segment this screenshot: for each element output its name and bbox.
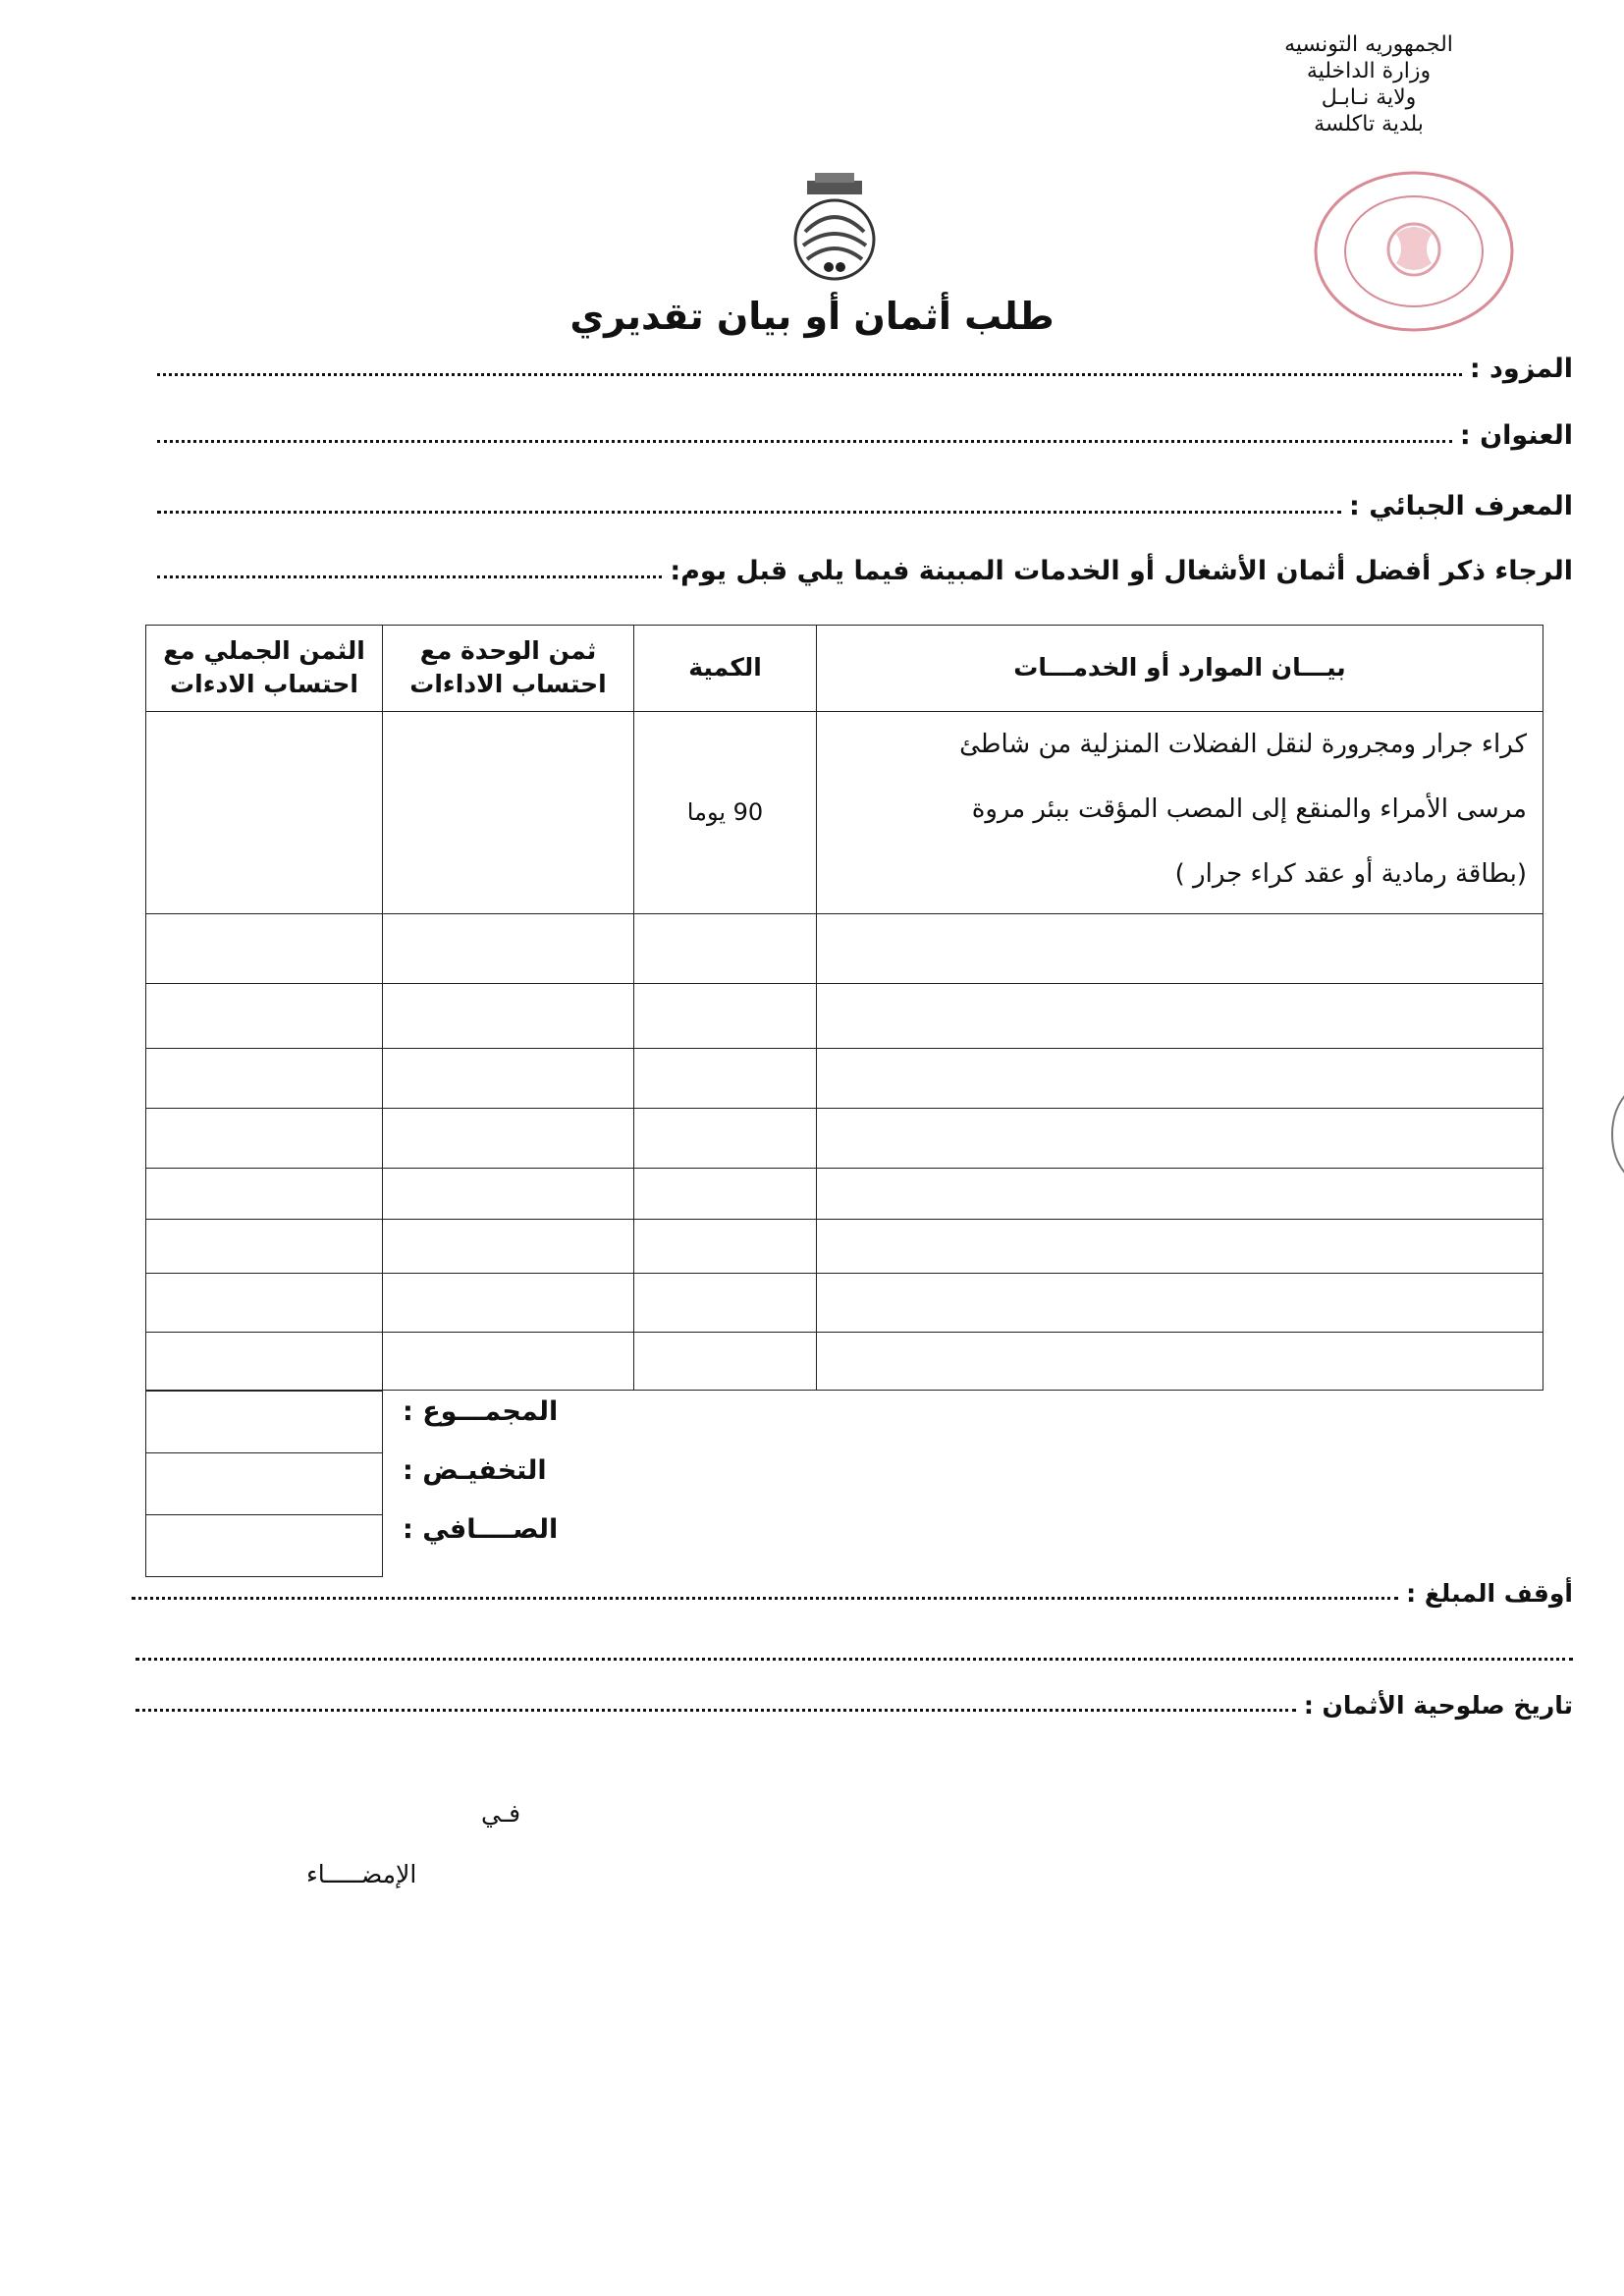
- cell[interactable]: [634, 914, 817, 984]
- signature-label: الإمضـــــاء: [306, 1860, 417, 1888]
- request-deadline-label: الرجاء ذكر أفضل أثمان الأشغال أو الخدمات المبينة فيما يلي قبل يوم:: [670, 556, 1573, 586]
- table-row[interactable]: [146, 1220, 1543, 1274]
- validity-label: تاريخ صلوحية الأثمان :: [1303, 1691, 1573, 1720]
- side-stamp-icon: [1606, 1080, 1624, 1188]
- administration-header: [1241, 31, 1496, 137]
- cell[interactable]: [146, 1049, 383, 1109]
- cell[interactable]: [146, 1220, 383, 1274]
- row1-desc-line2: مرسى الأمراء والمنقع إلى المصب المؤقت ببئر مروة: [971, 793, 1527, 824]
- header-total-price-line2: احتساب الادءات: [170, 670, 358, 699]
- row1-quantity: 90 يوما: [634, 711, 817, 913]
- cell[interactable]: [817, 1273, 1543, 1333]
- amount-label: أوقف المبلغ :: [1406, 1579, 1573, 1608]
- place-date-label: فـي: [481, 1799, 521, 1828]
- cell[interactable]: [817, 1333, 1543, 1391]
- header-total-price: [146, 626, 383, 712]
- row1-desc-line3: (بطاقة رمادية أو عقد كراء جرار ): [1174, 858, 1527, 889]
- table-row[interactable]: [146, 1273, 1543, 1333]
- cell[interactable]: [634, 983, 817, 1049]
- row1-desc-line1: كراء جرار ومجرورة لنقل الفضلات المنزلية من شاطئ: [959, 729, 1527, 759]
- request-deadline-dotted-line: [157, 574, 662, 578]
- cell[interactable]: [634, 1333, 817, 1391]
- net-label: الصــــافي :: [403, 1514, 559, 1545]
- cell[interactable]: [383, 1049, 634, 1109]
- cell[interactable]: [817, 1109, 1543, 1169]
- header-municipality: بلدية تاكلسة: [1314, 112, 1424, 137]
- cell[interactable]: [634, 1049, 817, 1109]
- validity-dotted-line: [135, 1708, 1296, 1712]
- cell[interactable]: [146, 1168, 383, 1220]
- address-label: العنوان :: [1459, 420, 1573, 451]
- header-quantity: الكمية: [634, 626, 817, 712]
- tax-id-field[interactable]: [157, 491, 1573, 521]
- form-title: طلب أثمان أو بيان تقديري: [569, 295, 1055, 338]
- totals-table: [145, 1391, 383, 1577]
- row1-description: [817, 711, 1543, 913]
- table-row[interactable]: [146, 1168, 1543, 1220]
- items-table: [145, 625, 1543, 1391]
- net-value-box[interactable]: [146, 1515, 383, 1577]
- cell[interactable]: [383, 1273, 634, 1333]
- discount-label: التخفيـض :: [403, 1455, 547, 1486]
- header-unit-price: [383, 626, 634, 712]
- amount-continuation-line[interactable]: [135, 1658, 1573, 1661]
- discount-value-box[interactable]: [146, 1453, 383, 1515]
- table-row[interactable]: [146, 983, 1543, 1049]
- header-governorate: ولاية نـابـل: [1321, 85, 1417, 110]
- supplier-dotted-line: [157, 372, 1462, 376]
- amount-field[interactable]: [132, 1579, 1573, 1608]
- supplier-label: المزود :: [1469, 354, 1573, 384]
- cell[interactable]: [383, 1220, 634, 1274]
- address-field[interactable]: [157, 420, 1573, 451]
- table-header-row: [146, 626, 1543, 712]
- cell[interactable]: [383, 1109, 634, 1169]
- row1-total-price[interactable]: [146, 711, 383, 913]
- table-row[interactable]: [146, 914, 1543, 984]
- cell[interactable]: [817, 1049, 1543, 1109]
- table-row[interactable]: [146, 1333, 1543, 1391]
- sum-label: المجمـــوع :: [403, 1396, 559, 1427]
- tax-id-dotted-line: [157, 510, 1341, 514]
- cell[interactable]: [146, 914, 383, 984]
- cell[interactable]: [817, 914, 1543, 984]
- sum-value-box[interactable]: [146, 1392, 383, 1453]
- cell[interactable]: [817, 1168, 1543, 1220]
- table-row: [146, 711, 1543, 913]
- cell[interactable]: [383, 914, 634, 984]
- cell[interactable]: [146, 1333, 383, 1391]
- validity-field[interactable]: [135, 1691, 1573, 1720]
- municipality-emblem-icon: [785, 173, 884, 281]
- supplier-field[interactable]: [157, 354, 1573, 384]
- tax-id-label: المعرف الجبائي :: [1349, 491, 1573, 521]
- cell[interactable]: [383, 1168, 634, 1220]
- cell[interactable]: [817, 983, 1543, 1049]
- cell[interactable]: [146, 983, 383, 1049]
- cell[interactable]: [146, 1109, 383, 1169]
- cell[interactable]: [817, 1220, 1543, 1274]
- table-row[interactable]: [146, 1049, 1543, 1109]
- cell[interactable]: [634, 1168, 817, 1220]
- header-total-price-line1: الثمن الجملي مع: [163, 636, 365, 666]
- cell[interactable]: [383, 1333, 634, 1391]
- header-unit-price-line1: ثمن الوحدة مع: [419, 636, 597, 666]
- cell[interactable]: [634, 1220, 817, 1274]
- row1-unit-price[interactable]: [383, 711, 634, 913]
- address-dotted-line: [157, 439, 1452, 443]
- request-deadline-field[interactable]: [157, 556, 1573, 586]
- table-row[interactable]: [146, 1109, 1543, 1169]
- header-republic: الجمهوريه التونسيه: [1284, 32, 1453, 57]
- amount-dotted-line: [132, 1596, 1398, 1600]
- cell[interactable]: [634, 1109, 817, 1169]
- cell[interactable]: [146, 1273, 383, 1333]
- header-description: بيـــان الموارد أو الخدمـــات: [817, 626, 1543, 712]
- cell[interactable]: [383, 983, 634, 1049]
- header-ministry: وزارة الداخلية: [1306, 59, 1432, 83]
- cell[interactable]: [634, 1273, 817, 1333]
- header-unit-price-line2: احتساب الاداءات: [409, 670, 607, 699]
